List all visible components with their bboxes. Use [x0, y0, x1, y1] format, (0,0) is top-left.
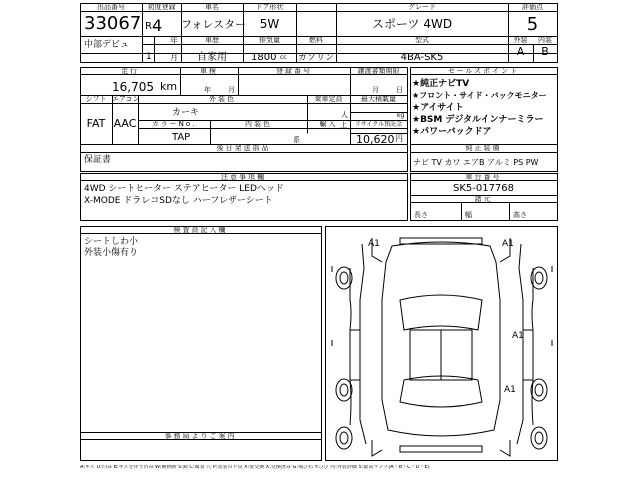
max-load-label: 最大積載量 — [361, 95, 396, 103]
interior-grade: B — [541, 45, 549, 58]
inspection-month-unit: 月 — [228, 86, 235, 94]
inspector-line: 外装小傷有り — [84, 248, 139, 258]
grade-value: スポーツ 4WD — [372, 17, 453, 31]
car-name-label: 車名 — [205, 3, 219, 11]
equipment-item: エアB — [463, 158, 485, 167]
exterior-color-value: カーキ — [172, 108, 200, 118]
score-value: 5 — [526, 14, 539, 35]
inspection-label: 車検 — [200, 67, 218, 75]
notes-line: X-MODE ドラレコSDなし ハーフレザーシート — [84, 196, 273, 206]
recycle-fee-value: 10,620 — [356, 133, 395, 146]
mileage-label: 走行 — [121, 67, 139, 75]
score-label: 評価点 — [522, 3, 543, 11]
month-unit: 月 — [170, 53, 178, 62]
equipment-list — [413, 157, 538, 168]
sales-point-item: ★パワーバックドア — [412, 127, 492, 137]
displacement: 1800 — [251, 52, 277, 63]
exterior-grade: A — [516, 45, 525, 58]
displacement-unit: cc — [280, 54, 287, 61]
sales-points-label: セールスポイント — [447, 67, 520, 75]
height-label: 高さ — [513, 211, 527, 219]
documents-value: 保証書 — [84, 155, 112, 165]
vehicle-class: 自家用 — [197, 52, 227, 63]
import-value: 上 — [340, 121, 347, 129]
capacity-label: 乗車定員 — [314, 95, 343, 103]
year-unit: 年 — [170, 36, 178, 45]
mileage-unit: km — [160, 80, 178, 93]
sales-point-item: ★純正ナビTV — [412, 79, 470, 89]
fuel-label: 燃料 — [309, 36, 323, 44]
legend-text: A:キズ U:凹み B:キズを伴う凹み W:補修跡 S:錆 C:腐食 穴 P:塗装の不良 X:要交換 X:交換済み G:飛び石 Y:ひび 内:外装評価 5:最高ランク(A・B・C・D・E) — [80, 465, 430, 470]
displacement-label: 排気量 — [259, 36, 280, 44]
width-label: 幅 — [465, 211, 472, 219]
ac-label: エアコン — [112, 95, 140, 103]
recycle-fee-label: リサイクル預託金 — [354, 121, 403, 128]
mileage-value: 16,705 — [112, 80, 154, 94]
equipment-item: カワ — [444, 158, 461, 167]
color-no-label: カラーNo. — [151, 120, 197, 128]
ac-value: AAC — [113, 117, 137, 130]
grade-label: グレード — [408, 3, 436, 11]
interior-label: 内装 — [538, 36, 552, 44]
office-label: 事務局よりご案内 — [164, 432, 237, 440]
equipment-item: TV — [431, 158, 442, 167]
chassis-value: SK5-017768 — [452, 183, 515, 194]
model-label: 型式 — [415, 36, 429, 44]
length-label: 長さ — [414, 211, 428, 219]
damage-mark-rear-right: A1 — [504, 385, 516, 395]
dimensions-label: 諸元 — [474, 195, 493, 203]
sales-point-item: ★フロント・サイド・バックモニター — [412, 91, 547, 100]
equipment-item: ナビ — [413, 158, 429, 167]
notes-line: 4WD シートヒーター ステアヒーター LEDヘッド — [84, 184, 284, 194]
chassis-label: 車台番号 — [465, 173, 502, 181]
equipment-item: PW — [525, 158, 539, 167]
inspection-year-unit: 年 — [204, 86, 211, 94]
first-reg-label: 初度登録 — [147, 3, 176, 11]
documents-label: 後日発送部品 — [216, 144, 271, 152]
equipment-item: PS — [513, 158, 524, 167]
exterior-label: 外装 — [513, 36, 528, 44]
debut-label: 中部デビュ — [84, 40, 130, 50]
lot-number-label: 出品番号 — [97, 3, 125, 11]
recycle-deadline-label: 譲渡書類期限 — [357, 67, 400, 75]
vehicle-class-label: 車歴 — [205, 36, 219, 44]
sales-point-item: ★アイサイト — [412, 103, 464, 113]
reg-number-label: 登録番号 — [276, 67, 312, 75]
color-no-value: TAP — [172, 132, 191, 143]
max-load-unit: kg — [397, 112, 405, 119]
car-name: フォレスター — [181, 18, 247, 31]
interior-color-unit: 系 — [293, 136, 300, 144]
fuel-value: ガソリン — [297, 53, 334, 63]
interior-color-label: 内装色 — [245, 120, 272, 128]
inspector-label: 検査員記入欄 — [173, 226, 228, 234]
shift-value: FAT — [86, 117, 106, 130]
door-label: ドア形状 — [255, 3, 284, 11]
recycle-day-unit: 日 — [396, 86, 403, 94]
equipment-item: アルミ — [487, 158, 511, 167]
car-diagram — [332, 238, 552, 456]
inspector-line: シートしわ小 — [84, 237, 139, 247]
damage-mark-front-left: A1 — [368, 239, 380, 249]
recycle-fee-unit: 円 — [395, 134, 403, 143]
sales-point-item: ★BSM デジタルインナーミラー — [412, 115, 544, 125]
damage-mark-rear-door: A1 — [512, 331, 524, 341]
era: R — [145, 21, 152, 32]
notes-label: 注意事項欄 — [221, 173, 266, 181]
door-value: 5W — [259, 17, 280, 31]
model-value: 4BA-SK5 — [400, 52, 444, 63]
equipment-label: 純正装備 — [465, 144, 502, 152]
shift-label: シフト — [85, 95, 107, 103]
lot-number: 33067 — [84, 13, 142, 34]
reg-year: 4 — [152, 16, 163, 35]
capacity-unit: 人 — [341, 111, 348, 119]
import-label: 輸入 — [319, 120, 338, 128]
reg-month: 1 — [146, 52, 152, 62]
recycle-month-unit: 月 — [372, 86, 379, 94]
exterior-color-label: 外装色 — [209, 95, 236, 103]
damage-mark-front-right: A1 — [502, 239, 514, 249]
